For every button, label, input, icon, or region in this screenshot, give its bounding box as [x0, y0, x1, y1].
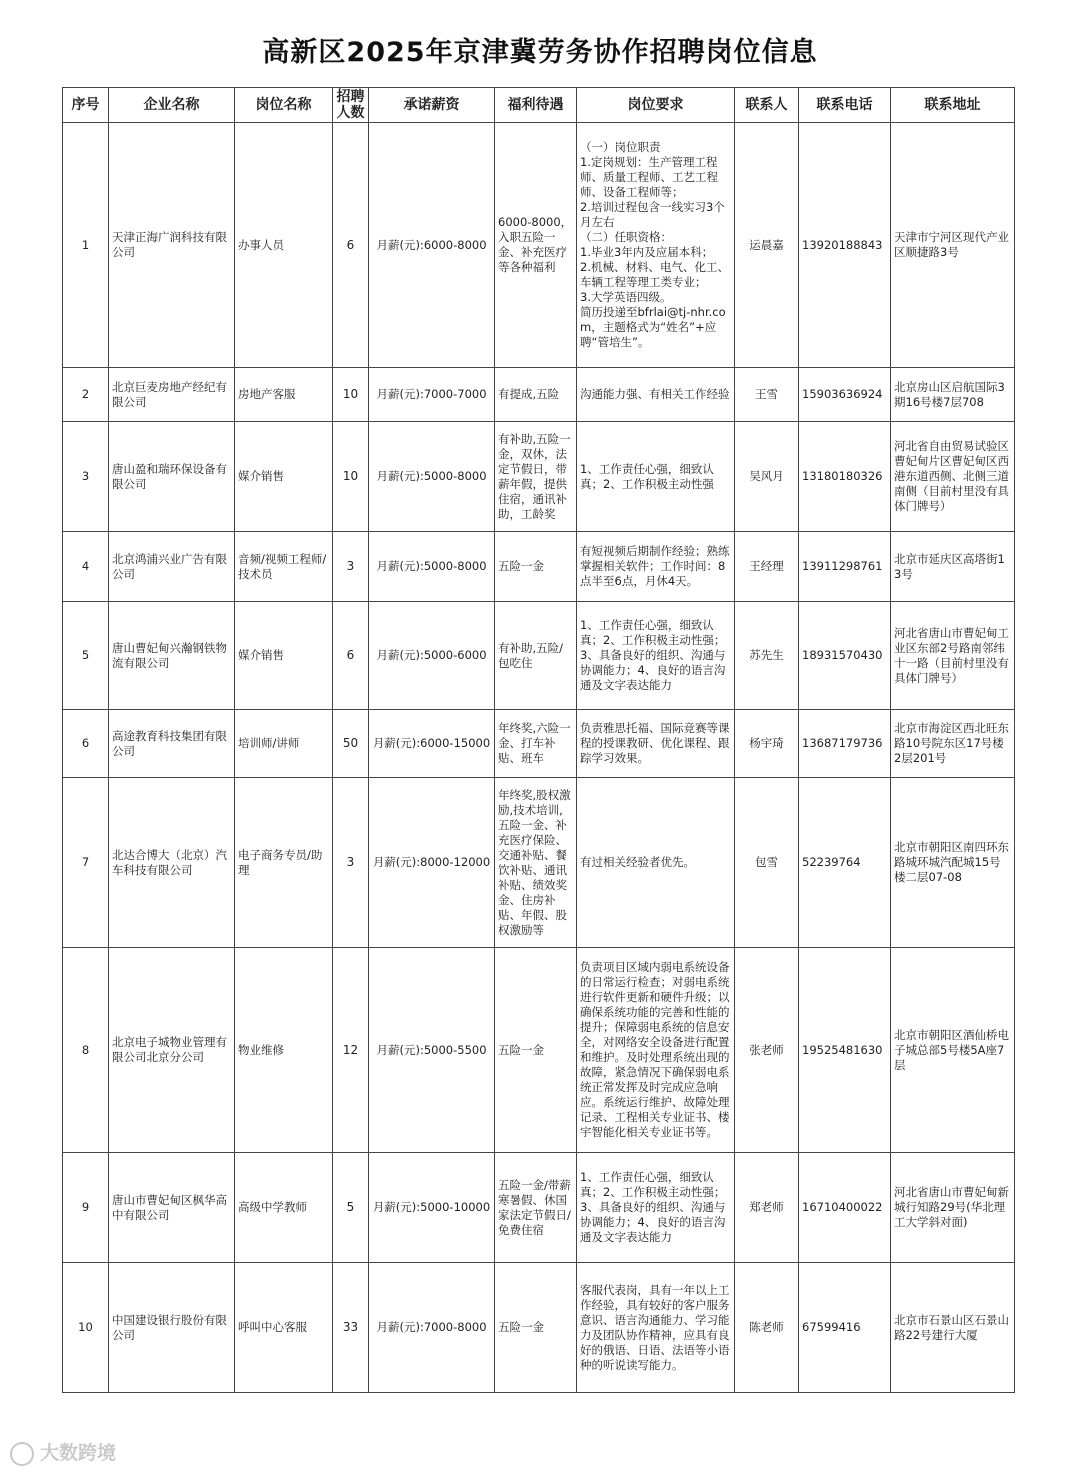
header-address: 联系地址 — [891, 88, 1015, 123]
row-contact: 吴风月 — [735, 422, 799, 532]
row-count: 50 — [333, 710, 369, 778]
row-phone: 16710400022 — [799, 1153, 891, 1263]
row-company: 北京巨麦房地产经纪有限公司 — [109, 368, 235, 422]
row-salary: 月薪(元):5000-8000 — [369, 532, 495, 602]
row-requirements: 客服代表岗，具有一年以上工作经验，具有较好的客户服务意识、语言沟通能力、学习能力及团队协作精神，应具有良好的俄语、日语、法语等小语种的听说读写能力。 — [577, 1263, 735, 1393]
row-salary: 月薪(元):5000-8000 — [369, 422, 495, 532]
row-position: 媒介销售 — [235, 602, 333, 710]
row-count: 6 — [333, 602, 369, 710]
row-benefits: 五险一金 — [495, 948, 577, 1153]
row-address: 天津市宁河区现代产业区顺捷路3号 — [891, 123, 1015, 368]
row-contact: 包雪 — [735, 778, 799, 948]
row-contact: 运晨嘉 — [735, 123, 799, 368]
row-position: 培训师/讲师 — [235, 710, 333, 778]
row-salary: 月薪(元):7000-8000 — [369, 1263, 495, 1393]
row-seq: 2 — [63, 368, 109, 422]
row-requirements: 沟通能力强、有相关工作经验 — [577, 368, 735, 422]
row-company: 北达合博大（北京）汽车科技有限公司 — [109, 778, 235, 948]
row-seq: 10 — [63, 1263, 109, 1393]
header-position: 岗位名称 — [235, 88, 333, 123]
row-company: 唐山曹妃甸兴瀚钢铁物流有限公司 — [109, 602, 235, 710]
row-position: 呼叫中心客服 — [235, 1263, 333, 1393]
row-benefits: 年终奖,六险一金、打车补贴、班车 — [495, 710, 577, 778]
row-company: 高途教育科技集团有限公司 — [109, 710, 235, 778]
row-address: 河北省唐山市曹妃甸工业区东部2号路南邻纬十一路（目前村里没有具体门牌号） — [891, 602, 1015, 710]
header-count: 招聘人数 — [333, 88, 369, 123]
row-address: 北京市延庆区高塔街13号 — [891, 532, 1015, 602]
table-row — [63, 368, 1015, 422]
table-row — [63, 532, 1015, 602]
row-benefits: 有补助,五险/包吃住 — [495, 602, 577, 710]
row-benefits: 有补助,五险一金，双休，法定节假日，带薪年假，提供住宿，通讯补助，工龄奖 — [495, 422, 577, 532]
row-address: 河北省唐山市曹妃甸新城行知路29号(华北理工大学斜对面) — [891, 1153, 1015, 1263]
row-count: 3 — [333, 778, 369, 948]
table-row — [63, 778, 1015, 948]
table-row — [63, 710, 1015, 778]
row-requirements: 有短视频后期制作经验；熟练掌握相关软件；工作时间：8点半至6点，月休4天。 — [577, 532, 735, 602]
table-row — [63, 602, 1015, 710]
row-salary: 月薪(元):7000-7000 — [369, 368, 495, 422]
row-seq: 8 — [63, 948, 109, 1153]
row-seq: 1 — [63, 123, 109, 368]
row-benefits: 6000-8000，入职五险一金、补充医疗等各种福利 — [495, 123, 577, 368]
row-phone: 52239764 — [799, 778, 891, 948]
row-contact: 王雪 — [735, 368, 799, 422]
row-benefits: 年终奖,股权激励,技术培训,五险一金、补充医疗保险、交通补贴、餐饮补贴、通讯补贴、绩效奖金、住房补贴、年假、股权激励等 — [495, 778, 577, 948]
table-row — [63, 1263, 1015, 1393]
row-contact: 陈老师 — [735, 1263, 799, 1393]
row-position: 房地产客服 — [235, 368, 333, 422]
row-benefits: 五险一金 — [495, 532, 577, 602]
row-count: 3 — [333, 532, 369, 602]
row-count: 10 — [333, 422, 369, 532]
row-company: 北京鸿浦兴业广告有限公司 — [109, 532, 235, 602]
row-salary: 月薪(元):5000-10000 — [369, 1153, 495, 1263]
row-contact: 郑老师 — [735, 1153, 799, 1263]
row-address: 北京房山区启航国际3期16号楼7层708 — [891, 368, 1015, 422]
row-benefits: 五险一金/带薪寒暑假、休国家法定节假日/免费住宿 — [495, 1153, 577, 1263]
row-seq: 5 — [63, 602, 109, 710]
row-address: 北京市朝阳区酒仙桥电子城总部5号楼5A座7层 — [891, 948, 1015, 1153]
row-company: 北京电子城物业管理有限公司北京分公司 — [109, 948, 235, 1153]
row-position: 媒介销售 — [235, 422, 333, 532]
row-position: 高级中学教师 — [235, 1153, 333, 1263]
row-count: 10 — [333, 368, 369, 422]
table-row — [63, 123, 1015, 368]
row-phone: 67599416 — [799, 1263, 891, 1393]
row-requirements: 负责雅思托福、国际竞赛等课程的授课教研、优化课程、跟踪学习效果。 — [577, 710, 735, 778]
watermark — [10, 1438, 116, 1466]
row-salary: 月薪(元):6000-8000 — [369, 123, 495, 368]
table-row — [63, 948, 1015, 1153]
row-contact: 王经理 — [735, 532, 799, 602]
row-salary: 月薪(元):5000-6000 — [369, 602, 495, 710]
row-phone: 13920188843 — [799, 123, 891, 368]
row-company: 天津正海广润科技有限公司 — [109, 123, 235, 368]
row-salary: 月薪(元):5000-5500 — [369, 948, 495, 1153]
row-benefits: 有提成,五险 — [495, 368, 577, 422]
header-requirements: 岗位要求 — [577, 88, 735, 123]
header-contact: 联系人 — [735, 88, 799, 123]
table-row — [63, 422, 1015, 532]
row-position: 物业维修 — [235, 948, 333, 1153]
table-header-row — [63, 88, 1015, 123]
row-address: 北京市朝阳区南四环东路城环城汽配城15号楼二层07-08 — [891, 778, 1015, 948]
row-phone: 13687179736 — [799, 710, 891, 778]
row-requirements: 1、工作责任心强，细致认真；2、工作积极主动性强；3、具备良好的组织、沟通与协调能力；4、良好的语言沟通及文字表达能力 — [577, 1153, 735, 1263]
row-requirements: 1、工作责任心强，细致认真；2、工作积极主动性强；3、具备良好的组织、沟通与协调能力；4、良好的语言沟通及文字表达能力 — [577, 602, 735, 710]
row-company: 唐山市曹妃甸区枫华高中有限公司 — [109, 1153, 235, 1263]
row-seq: 4 — [63, 532, 109, 602]
table-row — [63, 1153, 1015, 1263]
row-benefits: 五险一金 — [495, 1263, 577, 1393]
row-count: 33 — [333, 1263, 369, 1393]
header-company: 企业名称 — [109, 88, 235, 123]
row-seq: 7 — [63, 778, 109, 948]
row-position: 办事人员 — [235, 123, 333, 368]
row-requirements: 有过相关经验者优先。 — [577, 778, 735, 948]
watermark-logo-icon — [10, 1442, 34, 1466]
row-salary: 月薪(元):6000-15000 — [369, 710, 495, 778]
row-requirements: 负责项目区域内弱电系统设备的日常运行检查；对弱电系统进行软件更新和硬件升级；以确保系统功能的完善和性能的提升；保障弱电系统的信息安全，对网络安全设备进行配置和维护。及时处理系统出现的故障，紧急情况下确保弱电系统正常发挥及时完成应急响应。系统运行维护、故障处理记录、工程相关专业证书、楼宇智能化相关专业证书等。 — [577, 948, 735, 1153]
row-contact: 苏先生 — [735, 602, 799, 710]
row-count: 12 — [333, 948, 369, 1153]
row-phone: 15903636924 — [799, 368, 891, 422]
row-position: 音频/视频工程师/技术员 — [235, 532, 333, 602]
row-requirements: （一）岗位职责 1.定岗规划：生产管理工程师、质量工程师、工艺工程师、设备工程师等； 2.培训过程包含一线实习3个月左右 （二）任职资格： 1.毕业3年内及应届本科； 2.机械、材料、电气、化工、车辆工程等理工类专业； 3.大学英语四级。 简历投递至bfrlai@tj-nhr.com，主题格式为“姓名”+应聘“管培生”。 — [577, 123, 735, 368]
row-company: 唐山盈和瑞环保设备有限公司 — [109, 422, 235, 532]
table-body — [63, 123, 1015, 1393]
job-table — [62, 87, 1015, 1393]
row-phone: 13911298761 — [799, 532, 891, 602]
header-benefits: 福利待遇 — [495, 88, 577, 123]
row-address: 北京市石景山区石景山路22号建行大厦 — [891, 1263, 1015, 1393]
row-contact: 杨宇琦 — [735, 710, 799, 778]
header-salary: 承诺薪资 — [369, 88, 495, 123]
row-seq: 9 — [63, 1153, 109, 1263]
header-phone: 联系电话 — [799, 88, 891, 123]
row-salary: 月薪(元):8000-12000 — [369, 778, 495, 948]
row-address: 河北省自由贸易试验区曹妃甸片区曹妃甸区西港东道西侧、北侧三道南侧（目前村里没有具体门牌号） — [891, 422, 1015, 532]
row-phone: 13180180326 — [799, 422, 891, 532]
watermark-text: 大数跨境 — [40, 1442, 117, 1464]
row-seq: 3 — [63, 422, 109, 532]
header-seq: 序号 — [63, 88, 109, 123]
row-phone: 19525481630 — [799, 948, 891, 1153]
row-count: 5 — [333, 1153, 369, 1263]
row-requirements: 1、工作责任心强，细致认真；2、工作积极主动性强 — [577, 422, 735, 532]
page-title: 高新区2025年京津冀劳务协作招聘岗位信息 — [262, 37, 818, 68]
row-address: 北京市海淀区西北旺东路10号院东区17号楼2层201号 — [891, 710, 1015, 778]
row-seq: 6 — [63, 710, 109, 778]
row-contact: 张老师 — [735, 948, 799, 1153]
row-position: 电子商务专员/助理 — [235, 778, 333, 948]
row-count: 6 — [333, 123, 369, 368]
row-company: 中国建设银行股份有限公司 — [109, 1263, 235, 1393]
row-phone: 18931570430 — [799, 602, 891, 710]
